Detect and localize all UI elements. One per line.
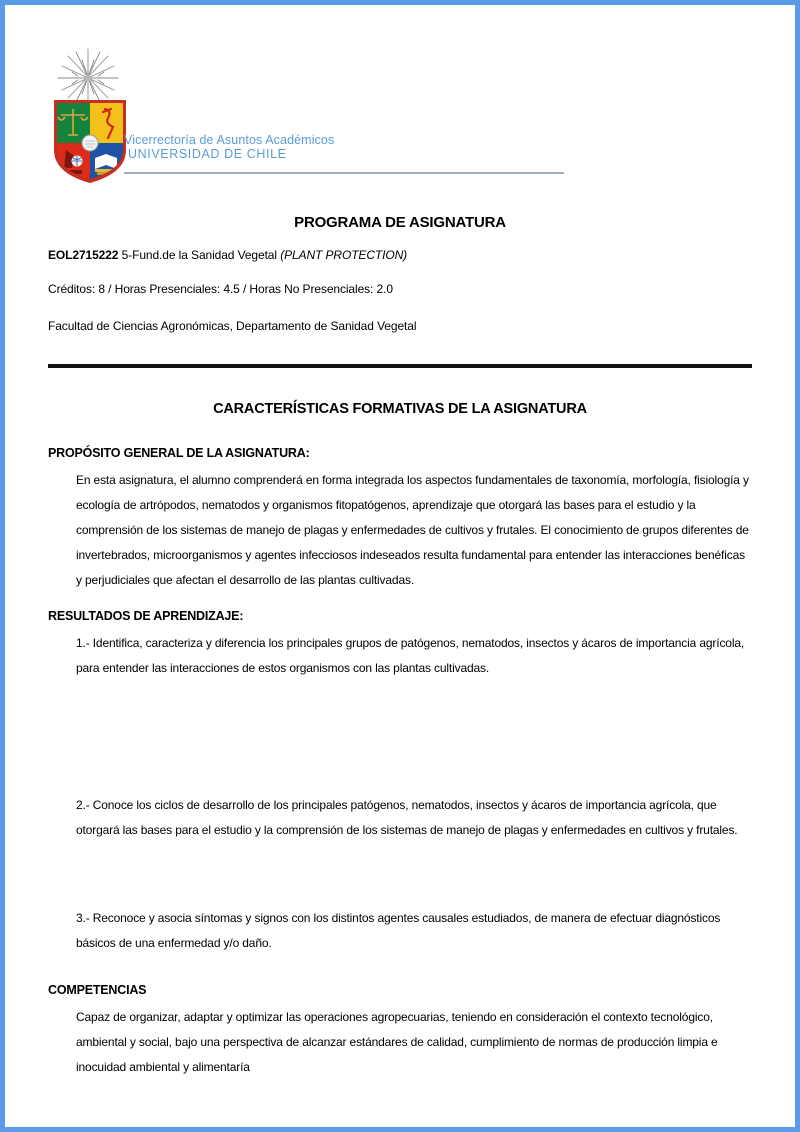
section-heading-competencias: COMPETENCIAS bbox=[48, 983, 147, 997]
section-heading-proposito: PROPÓSITO GENERAL DE LA ASIGNATURA: bbox=[48, 446, 310, 460]
header-divider bbox=[124, 172, 564, 174]
university-crest-icon bbox=[48, 48, 133, 185]
document-content bbox=[5, 214, 795, 1080]
section-divider bbox=[48, 364, 752, 368]
main-section-title: CARACTERÍSTICAS FORMATIVAS DE LA ASIGNATURA bbox=[213, 401, 587, 417]
faculty-line: Facultad de Ciencias Agronómicas, Departamento de Sanidad Vegetal bbox=[48, 319, 417, 333]
course-name: 5-Fund.de la Sanidad Vegetal bbox=[121, 248, 277, 262]
competencias-paragraph: Capaz de organizar, adaptar y optimizar las operaciones agropecuarias, teniendo en consideración el contexto tecnológico, ambiental y social, bajo una perspectiva de alcanzar estándares de calidad, cumplimiento de normas de producción limpia e inocuidad ambiental y alimentaría bbox=[76, 1010, 718, 1074]
course-code: EOL2715222 bbox=[48, 248, 119, 262]
document-header bbox=[5, 5, 795, 205]
section-paragraph: En esta asignatura, el alumno comprenderá en forma integrada los aspectos fundamentales de taxonomía, morfología, fisiología y ecología de artrópodos, nematodos y organismos fitopatógenos, aprendizaje que otorgará las bases para el estudio y la comprensión de los sistemas de manejo de plagas y enfermedades de cultivos y frutales. El conocimiento de grupos diferentes de invertebrados, microorganismos y agentes infecciosos indeseados resulta fundamental para entender las interacciones benéficas y perjudiciales que afectan el desarrollo de las plantas cultivadas. bbox=[76, 473, 749, 587]
document-title: PROGRAMA DE ASIGNATURA bbox=[294, 214, 506, 231]
learning-outcome-3: 3.- Reconoce y asocia síntomas y signos con los distintos agentes causales estudiados, de manera de efectuar diagnósticos básicos de una enfermedad y/o daño. bbox=[76, 911, 721, 950]
learning-outcome-1: 1.- Identifica, caracteriza y diferencia los principales grupos de patógenos, nematodos, insectos y ácaros de importancia agrícola, para entender las interacciones de estos organismos con las plantas cultivadas. bbox=[76, 636, 745, 675]
course-name-english: (PLANT PROTECTION) bbox=[280, 248, 408, 262]
learning-outcome-2: 2.- Conoce los ciclos de desarrollo de los principales patógenos, nematodos, insectos y ácaros de importancia agrícola, que otorgará las bases para el estudio y la comprensión de los sistemas de manejo de plagas y enfermedades en cultivos y frutales. bbox=[76, 798, 738, 837]
credits-line: Créditos: 8 / Horas Presenciales: 4.5 / Horas No Presenciales: 2.0 bbox=[48, 282, 393, 296]
section-heading-resultados: RESULTADOS DE APRENDIZAJE: bbox=[48, 609, 244, 623]
institution-name-line1: Vicerrectoría de Asuntos Académicos bbox=[124, 133, 335, 147]
institution-name-line2: UNIVERSIDAD DE CHILE bbox=[128, 147, 287, 161]
universidad-de-chile-logo bbox=[48, 48, 133, 185]
course-line bbox=[48, 248, 752, 262]
